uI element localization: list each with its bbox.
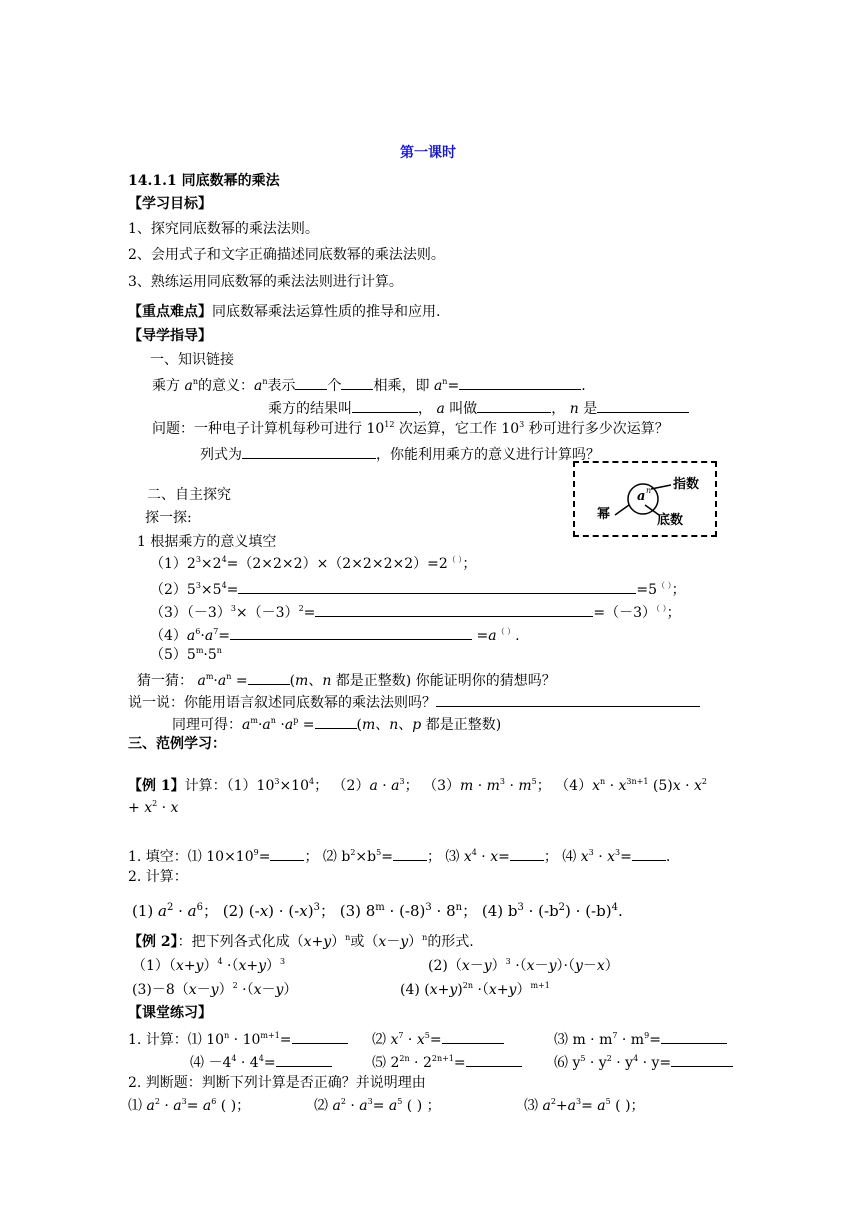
part2-heading: 二、自主探究 bbox=[147, 487, 231, 503]
calc-heading: 2. 计算： bbox=[128, 869, 188, 885]
fill-instruction: 1 根据乘方的意义填空 bbox=[137, 534, 277, 550]
judge-1: ⑴ $a^2 \cdot a^3= a^6$ ( )； bbox=[128, 1097, 251, 1114]
diagram-n: n bbox=[646, 486, 652, 495]
judge-2: ⑵ $a^2 \cdot a^3= a^5$ ( ) ； bbox=[314, 1097, 441, 1114]
section-title: 14.1.1 同底数幂的乘法 bbox=[128, 173, 280, 189]
guide-heading: 【导学指导】 bbox=[128, 328, 212, 344]
key-heading: 【重点难点】 bbox=[128, 304, 212, 320]
explore-q2: $(2)5^3\times 5^4= =5^{( )}$； bbox=[150, 581, 686, 598]
fill-exercise: 1. 填空：⑴ $10\times 10^9=$ ； ⑵ $b^2\times b^5=$ ； ⑶ $x^4 \cdot x=$ ； ⑷ $x^3 \cdot x^3=$ . bbox=[128, 848, 671, 865]
try-label: 探一探: bbox=[145, 510, 192, 526]
explore-q4: $(4)a^6\cdot a^7= =a^{( )}$. bbox=[150, 627, 520, 644]
practice-2: ⑵ $x^7 \cdot x^5=$ bbox=[372, 1029, 504, 1049]
goals-heading: 【学习目标】 bbox=[128, 196, 212, 212]
part1-heading: 一、知识链接 bbox=[150, 352, 234, 368]
power-terms-line: 乘方的结果叫 ， a 叫做 ， n 是 bbox=[268, 398, 689, 418]
problem-line: 问题：一种电子计算机每秒可进行 $10^{12}$ 次运算，它工作 $10^3$ 秒可进行多少次运算？ bbox=[152, 420, 669, 437]
goal-item: 2、会用式子和文字正确描述同底数幂的乘法法则。 bbox=[128, 247, 445, 263]
example2-line: 【例 2】：把下列各式化成$(x+y)^n$或$(x-y)^n$的形式. bbox=[128, 933, 474, 950]
practice-3: ⑶ $m \cdot m^7 \cdot m^9=$ bbox=[554, 1029, 727, 1049]
say-line: 说一说：你能用语言叙述同底数幂的乘法法则吗？ bbox=[128, 692, 700, 712]
same-line: 同理可得：$a^m\cdot a^n \cdot a^p = (m$、n、p 都是正整数) bbox=[172, 716, 502, 733]
examples-heading: 三、范例学习： bbox=[128, 736, 226, 752]
practice-5: ⑸ $2^{2n} \cdot 2^{2n+1}=$ bbox=[372, 1052, 522, 1072]
power-meaning-line: 乘方 $a^n$的意义：$a^n$表示 个 相乘，即 $a^n=$ . bbox=[152, 377, 586, 394]
example2-item-1: $(1)(x+y)^4 \cdot(x+y)^3$ bbox=[132, 957, 286, 974]
page-title: 第一课时 bbox=[400, 145, 456, 161]
guess-line: 猜一猜： $a^m\cdot a^n = (m$、n 都是正整数) 你能证明你的猜想吗？ bbox=[137, 672, 556, 689]
explore-q3: $(3)(-3)^3\times(-3)^2= =(-3)^{( )}$； bbox=[150, 604, 681, 621]
practice-1: 1. 计算：⑴ $10^n \cdot 10^{m+1}=$ bbox=[128, 1029, 348, 1049]
example1-continued: + $x^2 \cdot x$ bbox=[128, 799, 179, 816]
key-text: 同底数幂乘法运算性质的推导和应用. bbox=[212, 304, 441, 320]
key-points bbox=[128, 304, 440, 321]
power-diagram bbox=[573, 461, 717, 537]
example2-item-4: (4) $(x+y)^{2n} \cdot(x+y)^{m+1}$ bbox=[400, 981, 550, 998]
practice-4: ⑷ $-4^4 \cdot 4^4=$ bbox=[190, 1052, 332, 1072]
goal-item: 1、探究同底数幂的乘法法则。 bbox=[128, 221, 319, 237]
judge-heading: 2. 判断题：判断下列计算是否正确？并说明理由 bbox=[128, 1075, 426, 1091]
diagram-a: a bbox=[637, 489, 646, 504]
example2-item-2: $(2)(x-y)^3 \cdot(x-y)\cdot(y-x)$ bbox=[428, 957, 619, 974]
diagram-base-label: 幂 bbox=[597, 507, 611, 522]
explore-q5: $(5)5^m\cdot 5^n$ bbox=[150, 646, 222, 663]
practice-6: ⑹ $y^5 \cdot y^2 \cdot y^4 \cdot y=$ bbox=[554, 1052, 733, 1072]
diagram-exp-label: 指数 bbox=[673, 477, 700, 492]
explore-q1: $(1)2^3\times 2^4=(2\times 2\times 2)\times(2\times 2\times 2\times 2)=2^{( )}$； bbox=[150, 555, 477, 572]
expression-line: 列式为 ，你能利用乘方的意义进行计算吗？ bbox=[200, 444, 600, 464]
goal-item: 3、熟练运用同底数幂的乘法法则进行计算。 bbox=[128, 274, 403, 290]
diagram-bottom-label: 底数 bbox=[657, 513, 684, 528]
example2-item-3: $(3)-8(x-y)^2 \cdot(x-y)$ bbox=[132, 981, 298, 998]
practice-heading: 【课堂练习】 bbox=[128, 1005, 212, 1021]
example1-line: 【例 1】计算：$(1)10^3\times 10^4$； $(2)a \cdot a^3$； $(3)m \cdot m^3 \cdot m^5$； $(4)x^n \cdot x^{3n+1}$ $(5)x \cdot x^2$ bbox=[128, 777, 708, 794]
judge-3: ⑶ $a^2+a^3= a^5$ ( )； bbox=[524, 1097, 645, 1114]
calc-line: (1) $a^2 \cdot a^6$； (2) $(-x) \cdot (-x)^3$； (3) $8^m \cdot (-8)^3 \cdot 8^n$； (4) $b^3 \cdot (-b^2) \cdot (-b)^4$. bbox=[132, 902, 623, 920]
